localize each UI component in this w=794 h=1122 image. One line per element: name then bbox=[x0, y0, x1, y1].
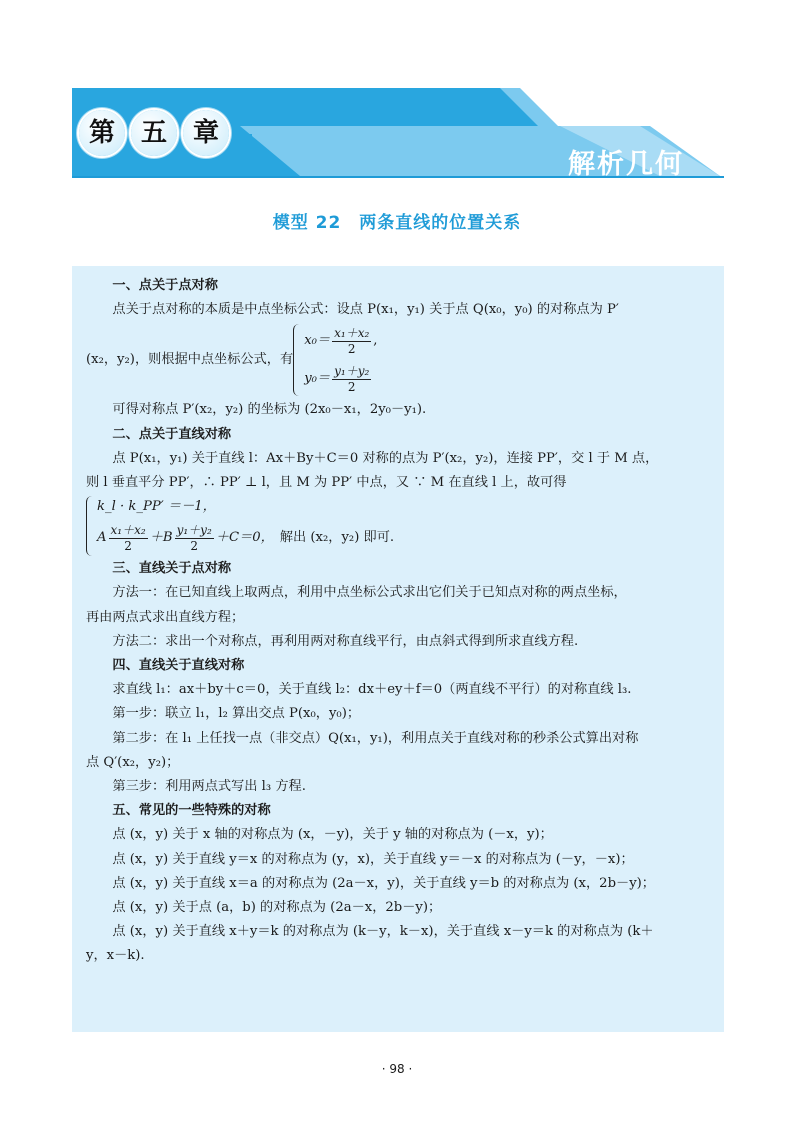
section-2-heading: 二、点关于直线对称 bbox=[112, 426, 232, 442]
fraction-numerator: x₁＋x₂ bbox=[110, 522, 146, 537]
page-number: · 98 · bbox=[381, 1062, 413, 1076]
eq-x0-left: x₀＝ bbox=[304, 333, 331, 349]
fraction-denominator: 2 bbox=[347, 341, 356, 356]
left-brace bbox=[293, 324, 300, 396]
section-5-heading: 五、常见的一些特殊的对称 bbox=[112, 803, 271, 819]
section-1-equation-block bbox=[86, 322, 714, 398]
equation-suffix: 解出 (x₂，y₂) 即可. bbox=[279, 530, 395, 546]
section-2-para-2: 则 l 垂直平分 PP′，∴ PP′ ⊥ l，且 M 为 PP′ 中点，又 ∵ M 在直线 l 上，故可得 bbox=[86, 475, 567, 491]
section-4-heading: 四、直线关于直线对称 bbox=[112, 658, 245, 674]
section-3-para-1: 方法一：在已知直线上取两点，利用中点坐标公式求出它们关于已知点对称的两点坐标， bbox=[112, 585, 627, 601]
chapter-badge-char-2: 五 bbox=[131, 110, 177, 156]
left-brace bbox=[86, 496, 93, 556]
equation-midpoint-on-line bbox=[97, 519, 394, 557]
section-3-para-2: 再由两点式求出直线方程； bbox=[86, 609, 245, 625]
equation-y0 bbox=[304, 360, 377, 398]
fraction bbox=[109, 523, 148, 554]
section-5-para-6: y，x－k). bbox=[86, 948, 145, 964]
fraction-numerator: x₁＋x₂ bbox=[334, 325, 370, 340]
section-2-equation-block bbox=[86, 495, 714, 557]
section-3-heading: 三、直线关于点对称 bbox=[112, 561, 232, 577]
section-1-para-1: 点关于点对称的本质是中点坐标公式：设点 P(x₁，y₁) 关于点 Q(x₀，y₀) 的对称点为 P′ bbox=[112, 302, 619, 318]
fraction-numerator: y₁＋y₂ bbox=[176, 522, 212, 537]
eq-coef-b: ＋B bbox=[149, 530, 173, 546]
fraction bbox=[332, 326, 371, 357]
section-5-para-4: 点 (x，y) 关于点 (a，b) 的对称点为 (2a－x，2b－y)； bbox=[112, 900, 442, 916]
equation-slope-product bbox=[97, 495, 394, 519]
model-title: 模型 22 两条直线的位置关系 bbox=[272, 213, 522, 233]
fraction-denominator: 2 bbox=[190, 538, 198, 553]
fraction bbox=[175, 523, 214, 554]
section-4-para-4: 点 Q′(x₂，y₂)； bbox=[86, 754, 180, 770]
section-1-para-2: (x₂，y₂)，则根据中点坐标公式，有 bbox=[86, 352, 294, 368]
equation-x0: x₀＝ $\frac{\text{x₁＋x₂}}{2}$ , bbox=[304, 325, 378, 356]
chapter-badge-char-3: 章 bbox=[183, 110, 229, 156]
section-5-para-1: 点 (x，y) 关于 x 轴的对称点为 (x，－y)，关于 y 轴的对称点为 (－x，y)； bbox=[112, 827, 553, 843]
section-5-para-2: 点 (x，y) 关于直线 y＝x 的对称点为 (y，x)，关于直线 y＝－x 的对称点为 (－y，－x)； bbox=[112, 851, 634, 867]
content-box bbox=[72, 266, 724, 1032]
section-5-para-3: 点 (x，y) 关于直线 x＝a 的对称点为 (2a－x，y)，关于直线 y＝b 的对称点为 (x，2b－y)； bbox=[112, 875, 655, 891]
fraction-numerator: y₁＋y₂ bbox=[334, 363, 370, 378]
chapter-title: 解析几何 bbox=[568, 149, 684, 180]
section-4-para-5: 第三步：利用两点式写出 l₃ 方程. bbox=[112, 779, 306, 795]
section-4-para-3: 第二步：在 l₁ 上任找一点（非交点）Q(x₁，y₁)，利用点关于直线对称的秒杀公式算出对称 bbox=[112, 730, 639, 746]
section-4-para-1: 求直线 l₁：ax＋by＋c＝0，关于直线 l₂：dx＋ey＋f＝0（两直线不平行）的对称直线 l₃. bbox=[112, 682, 632, 698]
section-1-para-3: 可得对称点 P′(x₂，y₂) 的坐标为 (2x₀－x₁，2y₀－y₁). bbox=[112, 402, 427, 418]
section-5-para-5: 点 (x，y) 关于直线 x＋y＝k 的对称点为 (k－y，k－x)，关于直线 x－y＝k 的对称点为 (k＋ bbox=[112, 924, 654, 940]
fraction-denominator: 2 bbox=[124, 538, 132, 553]
fraction bbox=[332, 364, 371, 395]
fraction-denominator: 2 bbox=[347, 379, 356, 394]
section-4-para-2: 第一步：联立 l₁，l₂ 算出交点 P(x₀，y₀)； bbox=[112, 706, 361, 722]
section-3-para-3: 方法二：求出一个对称点，再利用两对称直线平行，由点斜式得到所求直线方程. bbox=[112, 633, 579, 649]
section-2-para-1: 点 P(x₁，y₁) 关于直线 l：Ax＋By＋C＝0 对称的点为 P′(x₂，y₂)，连接 PP′，交 l 于 M 点， bbox=[112, 450, 659, 466]
eq-slope-product: k_l · k_PP′ ＝－1， bbox=[97, 499, 216, 515]
eq-y0-left: y₀＝ bbox=[304, 371, 331, 387]
chapter-badge-char-1: 第 bbox=[79, 110, 125, 156]
eq-coef-c: ＋C＝0， bbox=[215, 530, 274, 546]
eq-coef-a: A bbox=[97, 530, 107, 546]
section-1-heading: 一、点关于点对称 bbox=[112, 278, 218, 293]
midpoint-equations bbox=[304, 322, 377, 398]
perpendicular-equations bbox=[97, 495, 394, 557]
